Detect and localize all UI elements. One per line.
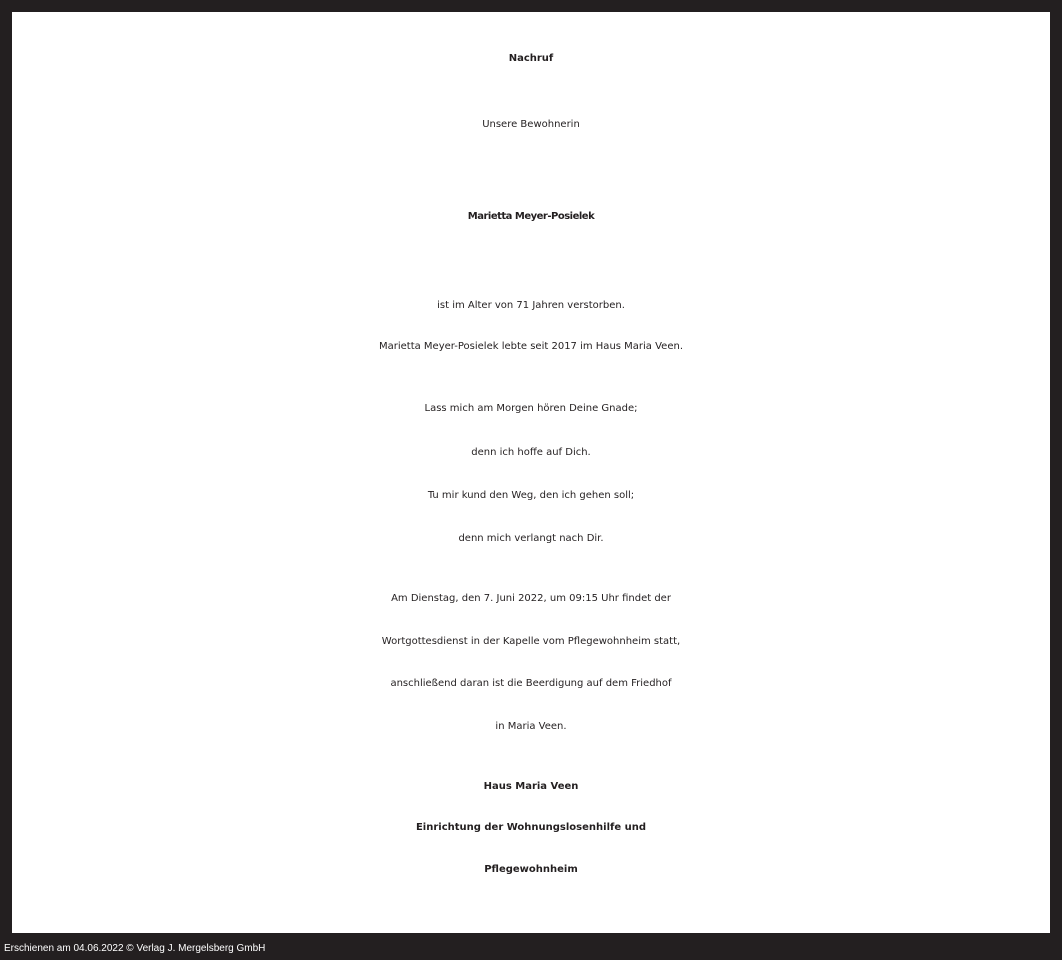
detail-line-residence: Marietta Meyer-Posielek lebte seit 2017 im Haus Maria Veen. [378,341,684,352]
verse-line: Tu mir kund den Weg, den ich gehen soll; [427,490,635,501]
verse-line: Lass mich am Morgen hören Deine Gnade; [424,403,638,414]
signature-line: Haus Maria Veen [483,781,579,792]
service-line: Wortgottesdienst in der Kapelle vom Pflegewohnheim statt, [381,636,681,647]
service-line: Am Dienstag, den 7. Juni 2022, um 09:15 Uhr findet der [391,593,671,604]
notice-heading: Nachruf [508,53,554,64]
verse-line: denn mich verlangt nach Dir. [458,533,604,544]
obituary-notice [12,12,1050,933]
service-line: in Maria Veen. [495,721,567,732]
service-line: anschließend daran ist die Beerdigung auf dem Friedhof [390,678,672,689]
signature-line: Einrichtung der Wohnungslosenhilfe und [415,822,647,833]
notice-subheading: Unsere Bewohnerin [482,119,580,130]
publication-footer: Erschienen am 04.06.2022 © Verlag J. Mergelsberg GmbH [4,943,266,954]
detail-line-age: ist im Alter von 71 Jahren verstorben. [437,300,625,311]
verse-line: denn ich hoffe auf Dich. [471,447,591,458]
signature-line: Pflegewohnheim [484,864,578,875]
deceased-name: Marietta Meyer-Posielek [467,211,595,222]
